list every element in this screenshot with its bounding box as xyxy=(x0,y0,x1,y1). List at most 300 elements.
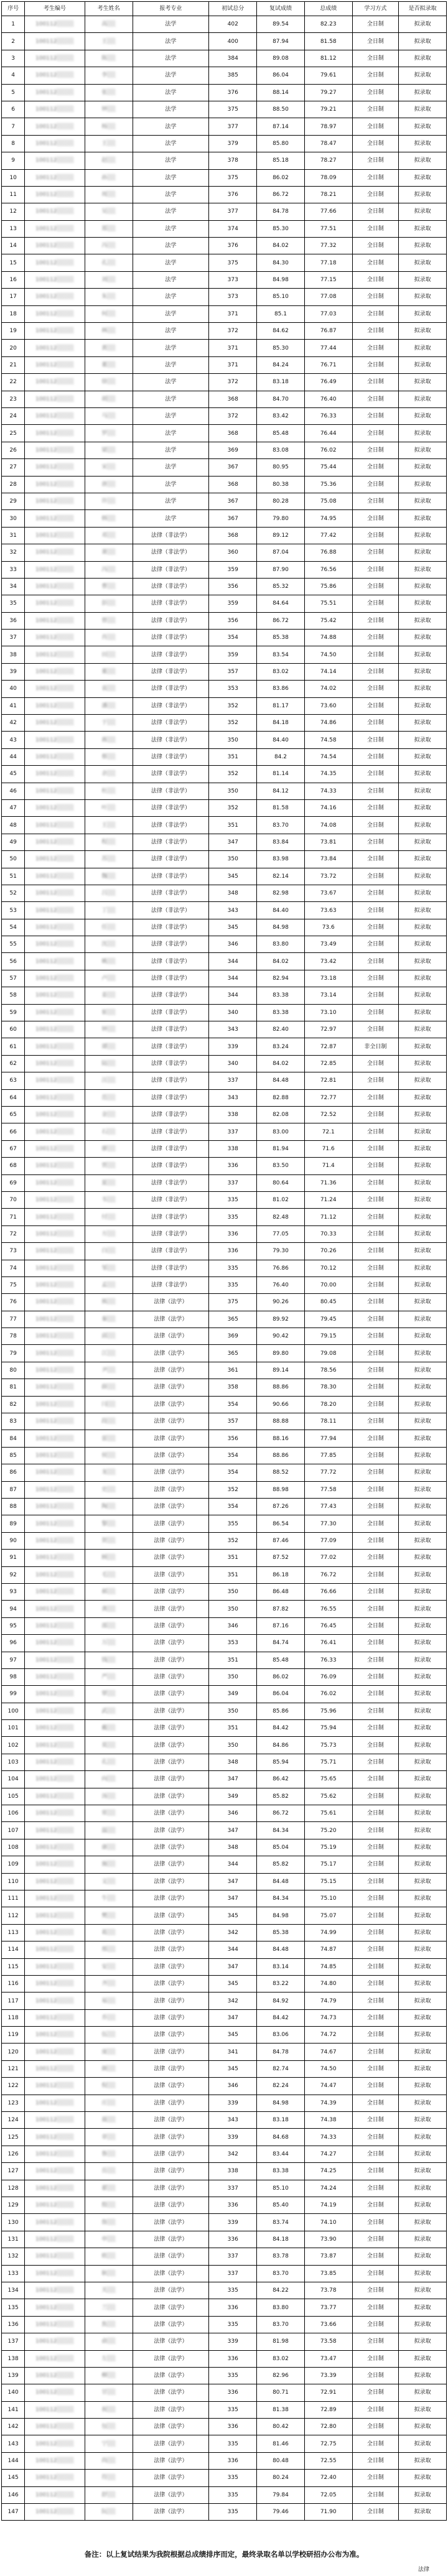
row-index: 14 xyxy=(2,238,25,254)
total-score: 79.15 xyxy=(304,1328,352,1345)
candidate-name: 胡░░ xyxy=(85,391,133,407)
candidate-name: 邵░░ xyxy=(85,1617,133,1634)
study-mode: 全日制 xyxy=(352,578,399,595)
initial-score: 336 xyxy=(209,2197,257,2214)
exam-id: 100112░░░░ xyxy=(25,1345,85,1362)
initial-score: 338 xyxy=(209,1140,257,1157)
study-mode: 全日制 xyxy=(352,663,399,680)
initial-score: 351 xyxy=(209,1550,257,1566)
candidate-name: 夏░░ xyxy=(85,1174,133,1191)
row-index: 84 xyxy=(2,1430,25,1447)
row-index: 80 xyxy=(2,1362,25,1379)
initial-score: 343 xyxy=(209,2112,257,2129)
admission-status: 拟录取 xyxy=(399,1004,447,1021)
admission-status: 拟录取 xyxy=(399,391,447,407)
table-row xyxy=(2,2401,447,2418)
row-index: 112 xyxy=(2,1907,25,1924)
table-row xyxy=(2,2163,447,2180)
major: 法学 xyxy=(133,289,209,305)
initial-score: 377 xyxy=(209,118,257,135)
retest-score: 85.38 xyxy=(257,630,305,646)
candidate-name: 尹░░ xyxy=(85,1362,133,1379)
exam-id: 100112░░░░ xyxy=(25,1311,85,1328)
major: 法学 xyxy=(133,271,209,288)
retest-score: 84.42 xyxy=(257,1720,305,1737)
candidate-name: 程░░ xyxy=(85,834,133,850)
initial-score: 372 xyxy=(209,374,257,391)
initial-score: 376 xyxy=(209,186,257,203)
study-mode: 全日制 xyxy=(352,2265,399,2282)
total-score: 75.96 xyxy=(304,1703,352,1719)
candidate-name: 甘░░ xyxy=(85,2384,133,2401)
initial-score: 340 xyxy=(209,1055,257,1072)
study-mode: 全日制 xyxy=(352,2112,399,2129)
exam-id: 100112░░░░ xyxy=(25,766,85,783)
retest-score: 86.72 xyxy=(257,612,305,629)
major: 法律（法学） xyxy=(133,1617,209,1634)
table-row xyxy=(2,2095,447,2111)
total-score: 72.05 xyxy=(304,2486,352,2503)
study-mode: 全日制 xyxy=(352,1617,399,1634)
row-index: 110 xyxy=(2,1873,25,1890)
admission-status: 拟录取 xyxy=(399,33,447,50)
initial-score: 368 xyxy=(209,425,257,442)
retest-score: 80.42 xyxy=(257,2419,305,2435)
table-row xyxy=(2,152,447,169)
candidate-name: 冯░░ xyxy=(85,238,133,254)
table-row xyxy=(2,1158,447,1174)
table-row xyxy=(2,630,447,646)
retest-score: 83.38 xyxy=(257,1004,305,1021)
study-mode: 全日制 xyxy=(352,630,399,646)
initial-score: 376 xyxy=(209,84,257,101)
study-mode: 全日制 xyxy=(352,595,399,612)
initial-score: 351 xyxy=(209,1566,257,1583)
retest-score: 84.78 xyxy=(257,2044,305,2060)
admission-status: 拟录取 xyxy=(399,1396,447,1413)
initial-score: 336 xyxy=(209,1243,257,1260)
row-index: 124 xyxy=(2,2112,25,2129)
initial-score: 342 xyxy=(209,1924,257,1941)
major: 法律（非法学） xyxy=(133,1021,209,1038)
exam-id: 100112░░░░ xyxy=(25,1328,85,1345)
total-score: 72.40 xyxy=(304,2470,352,2486)
major: 法律（法学） xyxy=(133,1958,209,1975)
retest-score: 82.48 xyxy=(257,1209,305,1225)
exam-id: 100112░░░░ xyxy=(25,2316,85,2333)
candidate-name: 卢░░ xyxy=(85,970,133,987)
retest-score: 85.48 xyxy=(257,425,305,442)
exam-id: 100112░░░░ xyxy=(25,544,85,561)
initial-score: 352 xyxy=(209,766,257,783)
candidate-name: 陈░░ xyxy=(85,50,133,67)
exam-id: 100112░░░░ xyxy=(25,732,85,748)
total-score: 76.45 xyxy=(304,1617,352,1634)
initial-score: 337 xyxy=(209,1123,257,1140)
admission-status: 拟录取 xyxy=(399,595,447,612)
admission-status: 拟录取 xyxy=(399,902,447,919)
row-index: 118 xyxy=(2,2009,25,2026)
candidate-name: 戴░░ xyxy=(85,1720,133,1737)
footnote: 备注：以上复试结果为我院根据总成绩排序而定，最终录取名单以学校研招办公布为准。 xyxy=(84,2550,364,2559)
row-index: 106 xyxy=(2,1805,25,1822)
study-mode: 全日制 xyxy=(352,1107,399,1123)
major: 法律（法学） xyxy=(133,2435,209,2452)
initial-score: 375 xyxy=(209,169,257,186)
study-mode: 全日制 xyxy=(352,612,399,629)
initial-score: 385 xyxy=(209,67,257,84)
candidate-name: 章░░ xyxy=(85,2129,133,2146)
study-mode: 全日制 xyxy=(352,33,399,50)
initial-score: 371 xyxy=(209,356,257,373)
total-score: 73.85 xyxy=(304,2265,352,2282)
initial-score: 353 xyxy=(209,681,257,697)
candidate-name: 董░░ xyxy=(85,356,133,373)
candidate-name: 刘░░ xyxy=(85,271,133,288)
study-mode: 全日制 xyxy=(352,748,399,765)
row-index: 67 xyxy=(2,1140,25,1157)
exam-id: 100112░░░░ xyxy=(25,238,85,254)
table-row xyxy=(2,527,447,544)
retest-score: 87.14 xyxy=(257,118,305,135)
initial-score: 336 xyxy=(209,2452,257,2469)
major: 法律（非法学） xyxy=(133,902,209,919)
candidate-name: 康░░ xyxy=(85,1839,133,1856)
exam-id: 100112░░░░ xyxy=(25,374,85,391)
initial-score: 354 xyxy=(209,630,257,646)
major: 法律（非法学） xyxy=(133,715,209,732)
row-index: 69 xyxy=(2,1174,25,1191)
table-row xyxy=(2,1583,447,1600)
row-index: 45 xyxy=(2,766,25,783)
row-index: 96 xyxy=(2,1635,25,1652)
major: 法律（法学） xyxy=(133,2350,209,2367)
candidate-name: 毛░░ xyxy=(85,1566,133,1583)
exam-id: 100112░░░░ xyxy=(25,1754,85,1770)
major: 法学 xyxy=(133,220,209,237)
total-score: 72.1 xyxy=(304,1123,352,1140)
row-index: 136 xyxy=(2,2316,25,2333)
retest-score: 81.58 xyxy=(257,799,305,816)
row-index: 135 xyxy=(2,2299,25,2316)
row-index: 68 xyxy=(2,1158,25,1174)
major: 法律（非法学） xyxy=(133,612,209,629)
admission-status: 拟录取 xyxy=(399,425,447,442)
total-score: 76.88 xyxy=(304,544,352,561)
admission-status: 拟录取 xyxy=(399,2060,447,2077)
row-index: 47 xyxy=(2,799,25,816)
major: 法律（法学） xyxy=(133,2265,209,2282)
total-score: 77.58 xyxy=(304,1481,352,1498)
study-mode: 全日制 xyxy=(352,238,399,254)
table-row xyxy=(2,1924,447,1941)
major: 法律（法学） xyxy=(133,2486,209,2503)
candidate-name: 梁░░ xyxy=(85,442,133,458)
initial-score: 348 xyxy=(209,885,257,901)
exam-id: 100112░░░░ xyxy=(25,203,85,220)
study-mode: 全日制 xyxy=(352,1686,399,1703)
row-index: 53 xyxy=(2,902,25,919)
total-score: 72.55 xyxy=(304,2452,352,2469)
total-score: 77.85 xyxy=(304,1447,352,1464)
row-index: 20 xyxy=(2,340,25,356)
row-index: 100 xyxy=(2,1703,25,1719)
row-index: 57 xyxy=(2,970,25,987)
row-index: 16 xyxy=(2,271,25,288)
initial-score: 354 xyxy=(209,1447,257,1464)
table-row xyxy=(2,84,447,101)
initial-score: 345 xyxy=(209,868,257,885)
study-mode: 全日制 xyxy=(352,1737,399,1754)
retest-score: 83.70 xyxy=(257,2316,305,2333)
table-row xyxy=(2,2333,447,2350)
major: 法律（非法学） xyxy=(133,1260,209,1276)
table-row xyxy=(2,374,447,391)
major: 法律（非法学） xyxy=(133,1140,209,1157)
admission-status: 拟录取 xyxy=(399,544,447,561)
row-index: 33 xyxy=(2,561,25,578)
table-row xyxy=(2,1260,447,1276)
initial-score: 337 xyxy=(209,1174,257,1191)
total-score: 75.65 xyxy=(304,1771,352,1788)
initial-score: 351 xyxy=(209,1652,257,1668)
major: 法学 xyxy=(133,186,209,203)
candidate-name: 左░░ xyxy=(85,2350,133,2367)
exam-id: 100112░░░░ xyxy=(25,1737,85,1754)
admission-status: 拟录取 xyxy=(399,1550,447,1566)
initial-score: 337 xyxy=(209,1072,257,1089)
major: 法学 xyxy=(133,238,209,254)
candidate-name: 姜░░ xyxy=(85,987,133,1004)
study-mode: 全日制 xyxy=(352,783,399,799)
candidate-name: 贾░░ xyxy=(85,1158,133,1174)
study-mode: 全日制 xyxy=(352,1396,399,1413)
row-index: 36 xyxy=(2,612,25,629)
table-row xyxy=(2,1396,447,1413)
table-row xyxy=(2,1720,447,1737)
candidate-name: 姚░░ xyxy=(85,953,133,970)
row-index: 21 xyxy=(2,356,25,373)
admission-status: 拟录取 xyxy=(399,1652,447,1668)
retest-score: 83.18 xyxy=(257,2112,305,2129)
admission-status: 拟录取 xyxy=(399,1601,447,1617)
initial-score: 351 xyxy=(209,817,257,834)
study-mode: 全日制 xyxy=(352,2214,399,2231)
admission-status: 拟录取 xyxy=(399,1191,447,1208)
admission-status: 拟录取 xyxy=(399,254,447,271)
major: 法学 xyxy=(133,118,209,135)
candidate-name: 金░░ xyxy=(85,1107,133,1123)
initial-score: 339 xyxy=(209,2095,257,2111)
total-score: 72.87 xyxy=(304,1038,352,1055)
major: 法学 xyxy=(133,33,209,50)
candidate-name: 钟░░ xyxy=(85,101,133,118)
exam-id: 100112░░░░ xyxy=(25,715,85,732)
exam-id: 100112░░░░ xyxy=(25,2333,85,2350)
row-index: 6 xyxy=(2,101,25,118)
exam-id: 100112░░░░ xyxy=(25,1941,85,1958)
table-row xyxy=(2,834,447,850)
retest-score: 86.04 xyxy=(257,67,305,84)
admission-status: 拟录取 xyxy=(399,1123,447,1140)
exam-id: 100112░░░░ xyxy=(25,2009,85,2026)
major: 法律（法学） xyxy=(133,2452,209,2469)
study-mode: 全日制 xyxy=(352,1174,399,1191)
admission-status: 拟录取 xyxy=(399,2350,447,2367)
total-score: 75.61 xyxy=(304,1805,352,1822)
retest-score: 80.28 xyxy=(257,493,305,509)
row-index: 74 xyxy=(2,1260,25,1276)
table-row xyxy=(2,2180,447,2197)
candidate-name: 耿░░ xyxy=(85,2265,133,2282)
retest-score: 84.62 xyxy=(257,323,305,340)
initial-score: 354 xyxy=(209,1498,257,1515)
initial-score: 343 xyxy=(209,1089,257,1106)
candidate-name: 翟░░ xyxy=(85,2180,133,2197)
study-mode: 全日制 xyxy=(352,817,399,834)
table-row xyxy=(2,493,447,509)
row-index: 73 xyxy=(2,1243,25,1260)
table-row xyxy=(2,323,447,340)
initial-score: 347 xyxy=(209,1771,257,1788)
row-index: 11 xyxy=(2,186,25,203)
candidate-name: 王░░ xyxy=(85,135,133,152)
row-index: 25 xyxy=(2,425,25,442)
retest-score: 88.16 xyxy=(257,1430,305,1447)
study-mode: 全日制 xyxy=(352,1583,399,1600)
initial-score: 336 xyxy=(209,2299,257,2316)
exam-id: 100112░░░░ xyxy=(25,919,85,936)
initial-score: 347 xyxy=(209,1890,257,1907)
header-total-score: 总成绩 xyxy=(304,2,352,16)
admission-status: 拟录取 xyxy=(399,220,447,237)
exam-id: 100112░░░░ xyxy=(25,681,85,697)
study-mode: 全日制 xyxy=(352,2146,399,2162)
major: 法律（法学） xyxy=(133,1294,209,1311)
study-mode: 全日制 xyxy=(352,2282,399,2299)
table-row xyxy=(2,2299,447,2316)
row-index: 29 xyxy=(2,493,25,509)
retest-score: 87.26 xyxy=(257,1498,305,1515)
total-score: 77.03 xyxy=(304,305,352,322)
candidate-name: 汤░░ xyxy=(85,1788,133,1805)
retest-score: 81.17 xyxy=(257,697,305,714)
table-row xyxy=(2,697,447,714)
major: 法律（法学） xyxy=(133,1907,209,1924)
table-row xyxy=(2,748,447,765)
exam-id: 100112░░░░ xyxy=(25,2350,85,2367)
row-index: 88 xyxy=(2,1498,25,1515)
exam-id: 100112░░░░ xyxy=(25,2419,85,2435)
retest-score: 84.48 xyxy=(257,1072,305,1089)
initial-score: 368 xyxy=(209,476,257,493)
admission-status: 拟录取 xyxy=(399,1941,447,1958)
candidate-name: 钟░░ xyxy=(85,1021,133,1038)
admission-status: 拟录取 xyxy=(399,1771,447,1788)
total-score: 76.02 xyxy=(304,442,352,458)
major: 法律（非法学） xyxy=(133,817,209,834)
admission-status: 拟录取 xyxy=(399,953,447,970)
total-score: 73.77 xyxy=(304,2299,352,2316)
major: 法律（法学） xyxy=(133,1788,209,1805)
exam-id: 100112░░░░ xyxy=(25,1038,85,1055)
total-score: 79.08 xyxy=(304,1345,352,1362)
row-index: 129 xyxy=(2,2197,25,2214)
candidate-name: 黎░░ xyxy=(85,1515,133,1532)
row-index: 104 xyxy=(2,1771,25,1788)
study-mode: 全日制 xyxy=(352,1225,399,1242)
study-mode: 全日制 xyxy=(352,1345,399,1362)
exam-id: 100112░░░░ xyxy=(25,1856,85,1873)
admission-status: 拟录取 xyxy=(399,2180,447,2197)
table-row xyxy=(2,2009,447,2026)
retest-score: 77.05 xyxy=(257,1225,305,1242)
row-index: 145 xyxy=(2,2470,25,2486)
study-mode: 全日制 xyxy=(352,2180,399,2197)
major: 法律（法学） xyxy=(133,1703,209,1719)
total-score: 72.91 xyxy=(304,2384,352,2401)
total-score: 75.71 xyxy=(304,1754,352,1770)
retest-score: 85.18 xyxy=(257,152,305,169)
admission-status: 拟录取 xyxy=(399,1345,447,1362)
major: 法律（非法学） xyxy=(133,732,209,748)
admission-status: 拟录取 xyxy=(399,1924,447,1941)
study-mode: 全日制 xyxy=(352,953,399,970)
row-index: 70 xyxy=(2,1191,25,1208)
initial-score: 336 xyxy=(209,2384,257,2401)
major: 法学 xyxy=(133,50,209,67)
table-row xyxy=(2,936,447,953)
row-index: 55 xyxy=(2,936,25,953)
table-row xyxy=(2,2486,447,2503)
total-score: 76.41 xyxy=(304,1635,352,1652)
major: 法律（法学） xyxy=(133,2095,209,2111)
major: 法律（非法学） xyxy=(133,1158,209,1174)
exam-id: 100112░░░░ xyxy=(25,527,85,544)
study-mode: 全日制 xyxy=(352,407,399,424)
major: 法学 xyxy=(133,254,209,271)
major: 法律（法学） xyxy=(133,2504,209,2521)
exam-id: 100112░░░░ xyxy=(25,646,85,663)
admission-status: 拟录取 xyxy=(399,885,447,901)
retest-score: 83.80 xyxy=(257,936,305,953)
retest-score: 88.88 xyxy=(257,1413,305,1430)
row-index: 105 xyxy=(2,1788,25,1805)
retest-score: 82.14 xyxy=(257,868,305,885)
table-row xyxy=(2,1004,447,1021)
study-mode: 全日制 xyxy=(352,442,399,458)
study-mode: 全日制 xyxy=(352,1328,399,1345)
table-row xyxy=(2,732,447,748)
row-index: 95 xyxy=(2,1617,25,1634)
initial-score: 339 xyxy=(209,2333,257,2350)
exam-id: 100112░░░░ xyxy=(25,1447,85,1464)
major: 法律（法学） xyxy=(133,1413,209,1430)
study-mode: 全日制 xyxy=(352,970,399,987)
study-mode: 全日制 xyxy=(352,1720,399,1737)
table-row xyxy=(2,1447,447,1464)
admission-status: 拟录取 xyxy=(399,2384,447,2401)
candidate-name: 石░░ xyxy=(85,1123,133,1140)
table-row xyxy=(2,919,447,936)
admission-status: 拟录取 xyxy=(399,1038,447,1055)
study-mode: 全日制 xyxy=(352,646,399,663)
study-mode: 全日制 xyxy=(352,2095,399,2111)
exam-id: 100112░░░░ xyxy=(25,459,85,476)
table-row xyxy=(2,1379,447,1396)
admission-status: 拟录取 xyxy=(399,2367,447,2384)
table-row xyxy=(2,1089,447,1106)
